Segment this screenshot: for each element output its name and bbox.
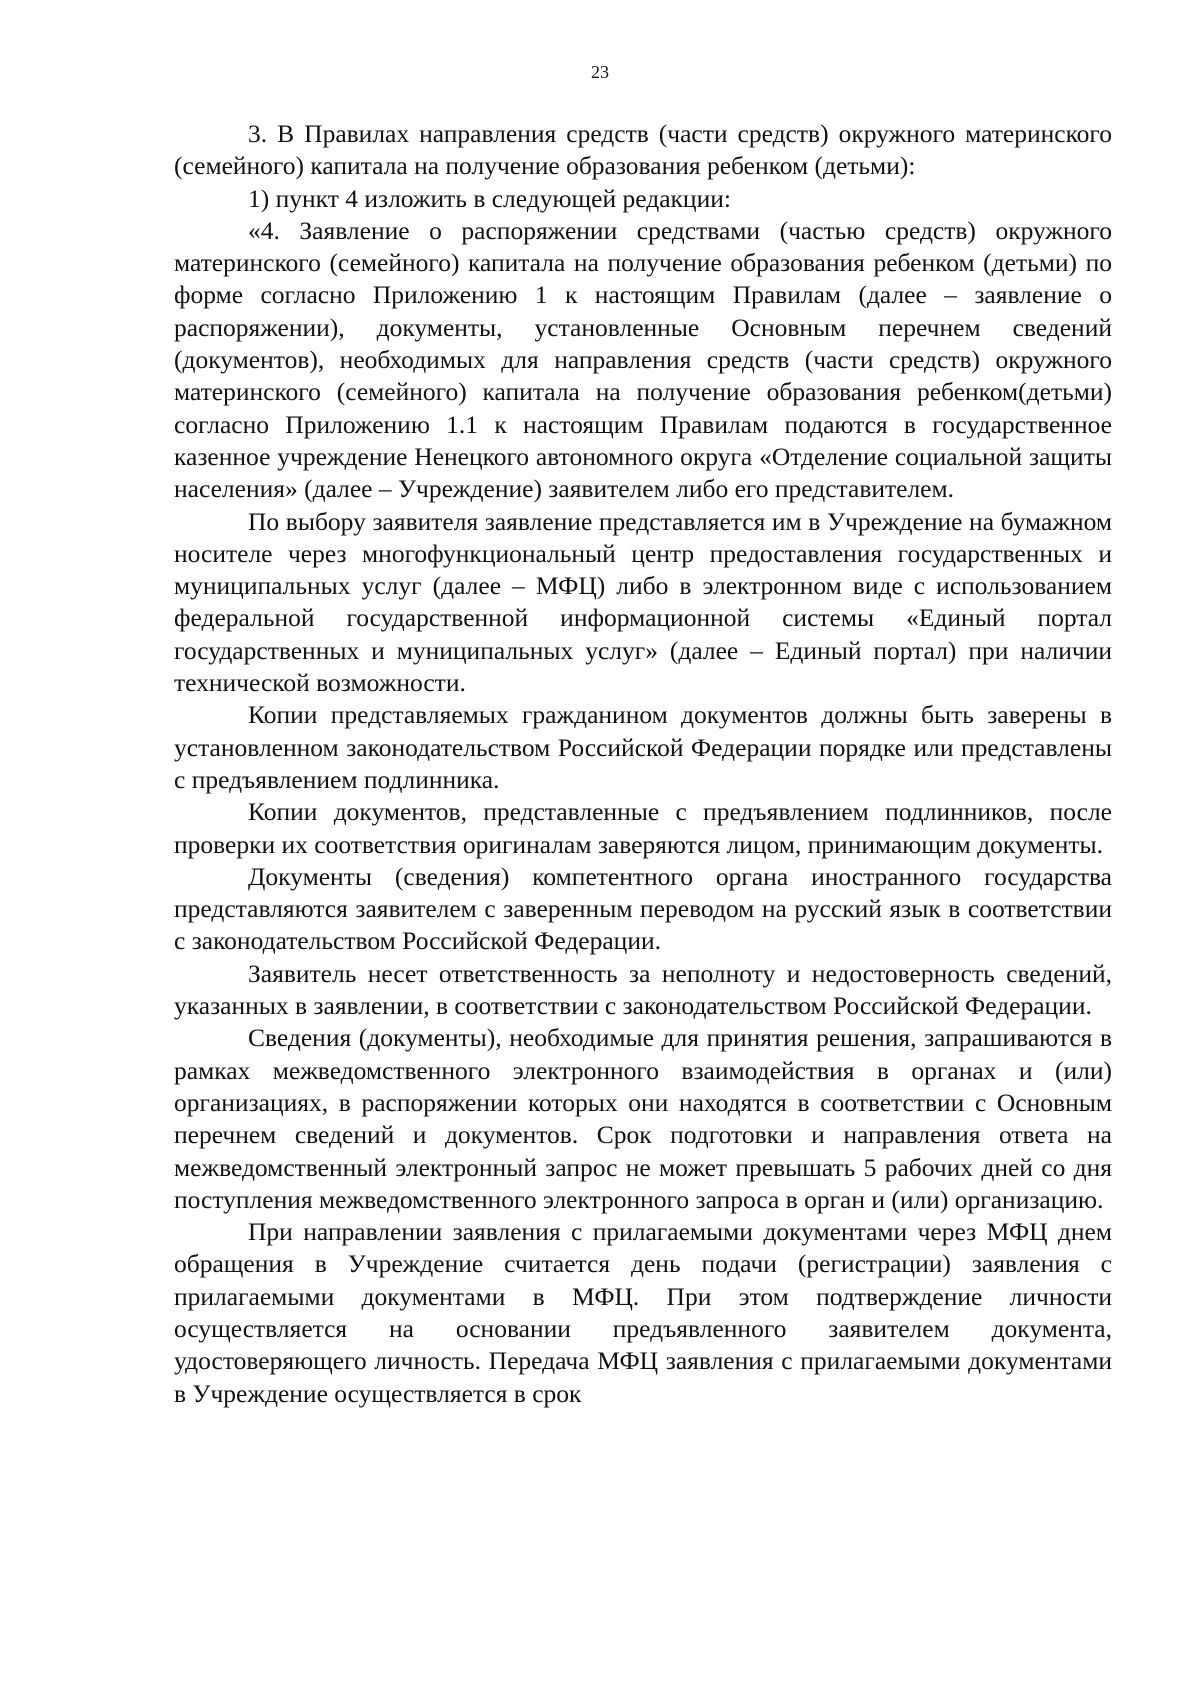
paragraph-foreign-documents: Документы (сведения) компетентного органа иностранного государства представляются заявителем с заверенным переводом на русский язык в соответствии с законодательством Российской Федерации. bbox=[174, 861, 1112, 956]
paragraph-applicant-responsibility: Заявитель несет ответственность за неполноту и недостоверность сведений, указанных в заявлении, в соответствии с законодательством Российской Федерации. bbox=[174, 958, 1112, 1021]
paragraph-copies-verified: Копии документов, представленные с предъявлением подлинников, после проверки их соответствия оригиналам заверяются лицом, принимающим документы. bbox=[174, 797, 1112, 859]
paragraph-submission-choice: По выбору заявителя заявление представляется им в Учреждение на бумажном носителе через многофункциональный центр предоставления государственных и муниципальных услуг (далее – МФЦ) либо в электронном виде с использованием федеральной государственной информационной системы «Единый портал государственных и муниципальных услуг» (далее – Единый портал) при наличии технической возможности. bbox=[174, 506, 1112, 698]
paragraph-copies-certified: Копии представляемых гражданином документов должны быть заверены в установленном законодательством Российской Федерации порядке или представлены с предъявлением подлинника. bbox=[174, 700, 1112, 794]
page-number: 23 bbox=[591, 62, 609, 82]
document-body bbox=[174, 118, 1112, 1410]
paragraph-interagency-requests: Сведения (документы), необходимые для принятия решения, запрашиваются в рамках межведомственного электронного взаимодействия в органах и (или) организациях, в распоряжении которых они находятся в соответствии с Основным перечнем сведений и документов. Срок подготовки и направления ответа на межведомственный электронный запрос не может превышать 5 рабочих дней со дня поступления межведомственного электронного запроса в орган и (или) организацию. bbox=[174, 1023, 1112, 1214]
paragraph-item-3-intro: 3. В Правилах направления средств (части средств) окружного материнского (семейного) капитала на получение образования ребенком (детьми): bbox=[174, 119, 1112, 181]
paragraph-subitem-1: 1) пункт 4 изложить в следующей редакции: bbox=[248, 183, 731, 213]
paragraph-mfc-submission: При направлении заявления с прилагаемыми документами через МФЦ днем обращения в Учреждение считается день подачи (регистрации) заявления с прилагаемыми документами в МФЦ. При этом подтверждение личности осуществляется на основании предъявленного заявителем документа, удостоверяющего личность. Передача МФЦ заявления с прилагаемыми документами в Учреждение осуществляется в срок bbox=[174, 1217, 1112, 1408]
paragraph-clause-4: «4. Заявление о распоряжении средствами (частью средств) окружного материнского (семейного) капитала на получение образования ребенком (детьми) по форме согласно Приложению 1 к настоящим Правилам (далее – заявление о распоряжении), документы, установленные Основным перечнем сведений (документов), необходимых для направления средств (части средств) окружного материнского (семейного) капитала на получение образования ребенком(детьми) согласно Приложению 1.1 к настоящим Правилам подаются в государственное казенное учреждение Ненецкого автономного округа «Отделение социальной защиты населения» (далее – Учреждение) заявителем либо его представителем. bbox=[174, 215, 1112, 504]
